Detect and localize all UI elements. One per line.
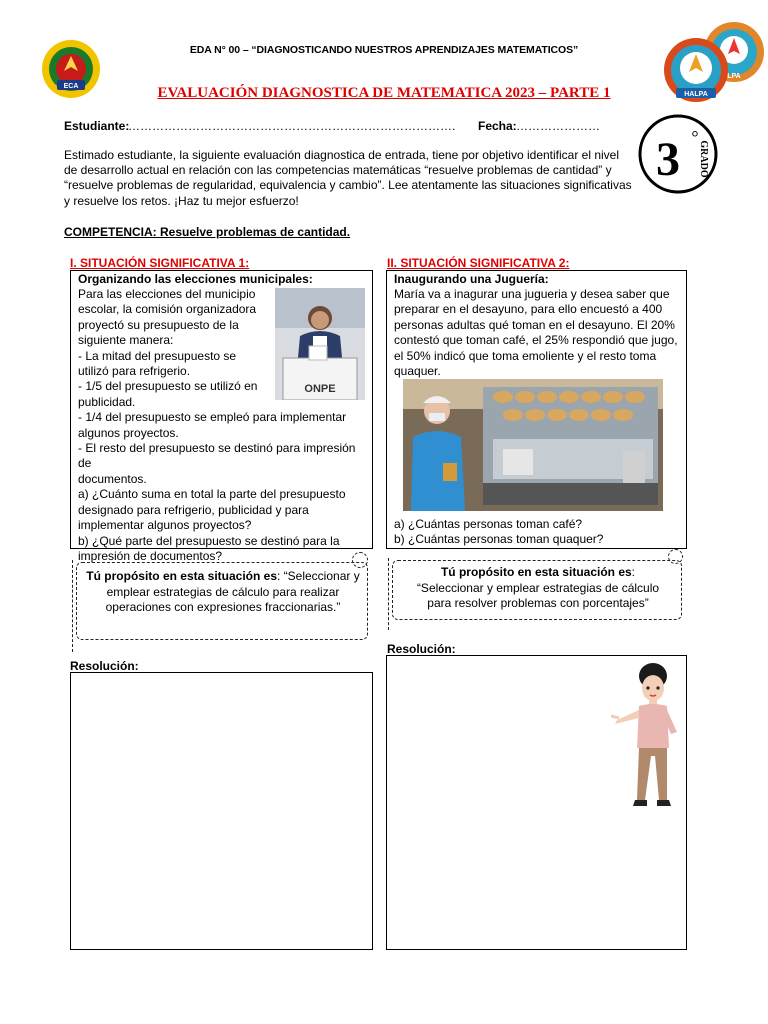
sit1-purpose-box [76, 562, 368, 640]
sit2-resolution-label: Resolución: [387, 642, 456, 656]
sit2-purpose-line: “Seleccionar y emplear estrategias de cálculo [416, 580, 660, 595]
logo-right-text2: LPA [727, 73, 741, 80]
grade-word: GRADO [698, 140, 709, 178]
sit2-purpose-line: para resolver problemas con porcentajes” [427, 596, 649, 610]
sit1-line: impresión de documentos? [78, 548, 223, 563]
sit1-line: b) ¿Qué parte del presupuesto se destinó para la [78, 533, 340, 548]
sit1-line: escolar, la comisión organizadora [78, 302, 257, 317]
grade-number: 3 [656, 133, 680, 186]
sit2-text [394, 287, 686, 379]
sit1-line: siguiente manera: [78, 333, 174, 348]
sit2-purpose-box [392, 560, 682, 620]
sit2-line: contestó que toman café, el 25% respondió que jugo, [394, 333, 678, 348]
teacher-character [611, 660, 683, 820]
sit1-heading: I. SITUACIÓN SIGNIFICATIVA 1: [70, 256, 250, 270]
student-label: Estudiante: [64, 119, 130, 133]
sit2-questions [394, 517, 684, 548]
sit2-line: María va a inagurar una jugueria y desea saber que [394, 287, 670, 301]
scroll-curl-right-2 [668, 549, 683, 564]
sit1-purpose-text [83, 569, 363, 616]
sit1-text [78, 287, 368, 564]
eda-line: EDA N° 00 – “DIAGNOSTICANDO NUESTROS APRENDIZAJES MATEMATICOS” [189, 44, 579, 56]
competencia-heading: COMPETENCIA: Resuelve problemas de cantidad. [64, 225, 351, 239]
intro-paragraph: Estimado estudiante, la siguiente evaluación diagnostica de entrada, tiene por objetivo identificar el nivel de desarrollo actual en relación con las competencias matemáticas “resuelve problemas de cantidad” y “resuelve problemas de regularidad, equivalencia y cambio”. Lee atentamente las situaciones significativas y resuelve los retos. ¡Haz tu mejor esfuerzo! [64, 148, 632, 208]
grade-badge [637, 113, 719, 195]
student-name-field[interactable]: ………………………………………………………………………. [128, 119, 456, 133]
juice-stand-photo [403, 379, 663, 511]
sit1-purpose-line: : “Seleccionar y [277, 569, 360, 583]
sit1-line: publicidad. [78, 394, 136, 409]
grade-degree: ° [691, 127, 699, 147]
sit1-box [70, 270, 373, 563]
sit1-line: a) ¿Cuánto suma en total la parte del presupuesto [78, 487, 346, 502]
sit1-line: designado para refrigerio, publicidad y para [78, 502, 309, 517]
sit2-question: a) ¿Cuántas personas toman café? [394, 517, 583, 531]
sit2-subtitle: Inaugurando una Juguería: [394, 272, 549, 286]
logo-left-text: ECA [63, 83, 79, 90]
sit1-line: - La mitad del presupuesto se [78, 348, 237, 363]
sit1-purpose-label: Tú propósito en esta situación es [86, 569, 277, 583]
logo-right-text: HALPA [684, 91, 708, 98]
date-label: Fecha: [478, 119, 517, 133]
sit2-box [386, 270, 687, 549]
sit2-question: b) ¿Cuántas personas toman quaquer? [394, 532, 604, 547]
sit2-line: preparar en el desayuno, para ello encuestó a 400 [394, 302, 663, 317]
sit1-resolution-label: Resolución: [70, 659, 139, 673]
sit1-subtitle: Organizando las elecciones municipales: [78, 272, 313, 286]
sit1-line: - 1/4 del presupuesto se empleó para implementar [78, 410, 347, 425]
sit2-resolution-area[interactable] [386, 655, 687, 950]
sit2-purpose-label: Tú propósito en esta situación es [440, 565, 632, 579]
sit1-line: documentos. [78, 471, 147, 486]
sit1-line: implementar algunos proyectos? [78, 518, 252, 533]
date-field[interactable]: ………………… [516, 119, 600, 133]
sit2-line: personas adultas qué toman en el desayuno. El 20% [394, 317, 675, 332]
sit1-line: algunos proyectos. [78, 425, 179, 440]
scroll-curl-left-2 [388, 558, 399, 630]
sit1-purpose-line: operaciones con expresiones fraccionarias.” [105, 600, 341, 614]
scroll-curl-right [352, 552, 368, 568]
sit2-line: el 50% indicó que toma emoliente y el resto toma [394, 348, 657, 363]
sit1-resolution-area[interactable] [70, 672, 373, 950]
onpe-label: ONPE [304, 383, 336, 395]
scroll-curl-left [72, 560, 83, 652]
sit1-line: - El resto del presupuesto se destinó para impresión de [78, 441, 356, 471]
sit1-line: proyectó su presupuesto de la [78, 317, 239, 332]
sit1-purpose-line: emplear estrategias de cálculo para realizar [106, 584, 340, 599]
sit1-line: - 1/5 del presupuesto se utilizó en [78, 379, 258, 394]
sit1-line: Para las elecciones del municipio [78, 287, 256, 301]
sit2-line: quaquer. [394, 364, 441, 379]
sit2-heading: II. SITUACIÓN SIGNIFICATIVA 2: [387, 256, 570, 270]
sit2-purpose-colon: : [631, 565, 636, 579]
sit1-line: utilizó para refrigerio. [78, 364, 191, 379]
page-title: EVALUACIÓN DIAGNOSTICA DE MATEMATICA 2023 – PARTE 1 [157, 85, 611, 101]
sit2-purpose-text [399, 565, 677, 612]
